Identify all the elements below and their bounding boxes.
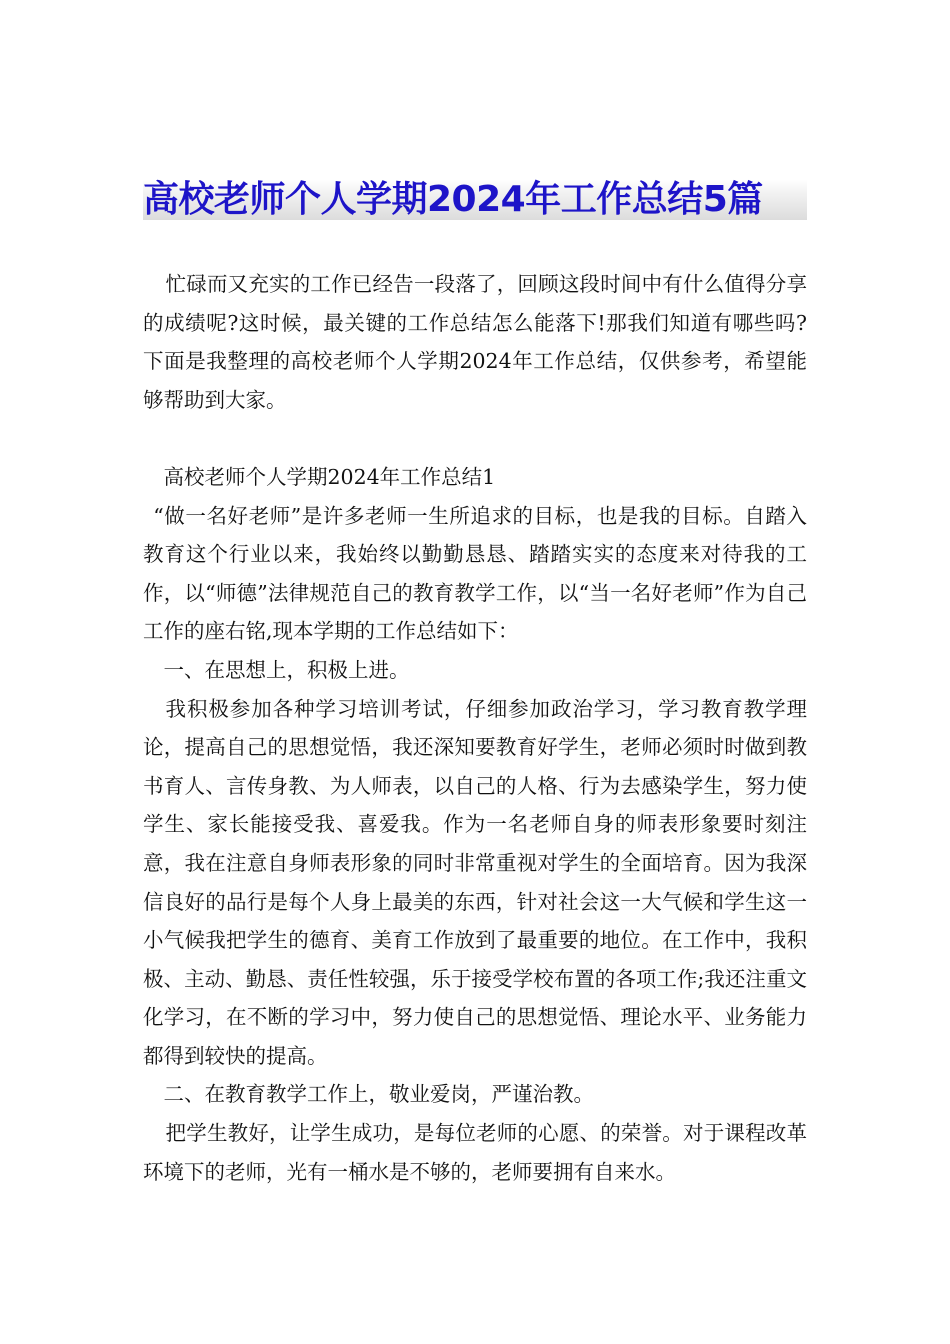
document-body (143, 265, 807, 1191)
section-title-1: 高校老师个人学期2024年工作总结1 (163, 464, 496, 489)
body-paragraph: “做一名好老师”是许多老师一生所追求的目标，也是我的目标。自踏入教育这个行业以来，我始终以勤勤恳恳、踏踏实实的态度来对待我的工作，以“师德”法律规范自己的教育教学工作，以“当一名好老师”作为自己工作的座右铭,现本学期的工作总结如下： (143, 503, 807, 644)
body-paragraph: 我积极参加各种学习培训考试，仔细参加政治学习，学习教育教学理论，提高自己的思想觉悟，我还深知要教育好学生，老师必须时时做到教书育人、言传身教、为人师表，以自己的人格、行为去感染学生，努力使学生、家长能接受我、喜爱我。作为一名老师自身的师表形象要时刻注意，我在注意自身师表形象的同时非常重视对学生的全面培育。因为我深信良好的品行是每个人身上最美的东西，针对社会这一大气候和学生这一小气候我把学生的德育、美育工作放到了最重要的地位。在工作中，我积极、主动、勤恳、责任性较强，乐于接受学校布置的各项工作;我还注重文化学习，在不断的学习中，努力使自己的思想觉悟、理论水平、业务能力都得到较快的提高。 (143, 696, 807, 1068)
document-title: 高校老师个人学期2024年工作总结5篇 (143, 179, 763, 220)
subheading-2: 二、在教育教学工作上，敬业爱岗，严谨治教。 (163, 1082, 594, 1107)
body-paragraph: 把学生教好，让学生成功，是每位老师的心愿、的荣誉。对于课程改革环境下的老师，光有一桶水是不够的，老师要拥有自来水。 (143, 1121, 807, 1184)
subheading-1: 一、在思想上，积极上进。 (163, 657, 410, 682)
intro-paragraph: 忙碌而又充实的工作已经告一段落了，回顾这段时间中有什么值得分享的成绩呢?这时候，最关键的工作总结怎么能落下!那我们知道有哪些吗?下面是我整理的高校老师个人学期2024年工作总结，仅供参考，希望能够帮助到大家。 (143, 272, 807, 412)
